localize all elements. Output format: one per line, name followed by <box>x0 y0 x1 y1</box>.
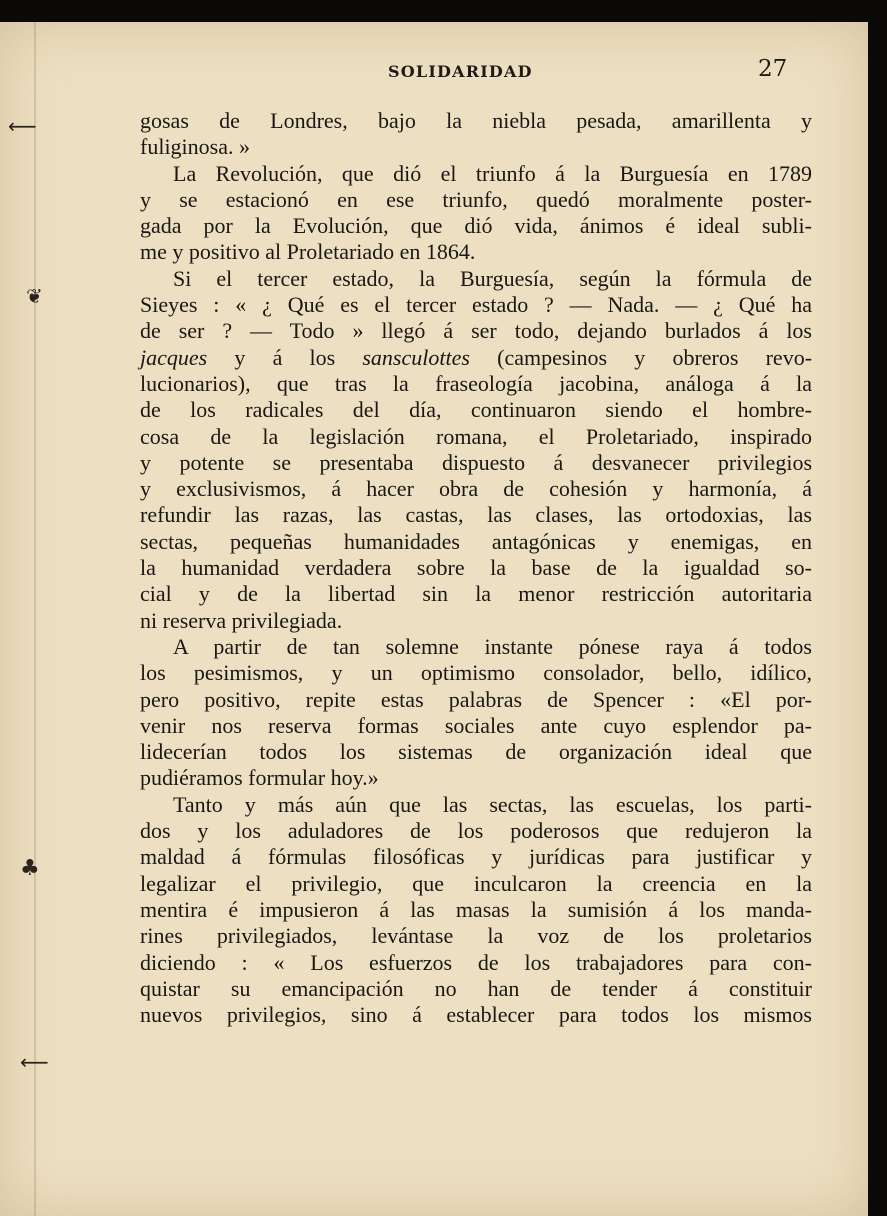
text-line: gada por la Evolución, que dió vida, ánimos é ideal subli- <box>140 213 812 239</box>
text-fragment: (campesinos y obreros revo- <box>497 344 813 370</box>
text-line: legalizar el privilegio, que inculcaron la creencia en la <box>140 870 812 896</box>
text-line: lidecerían todos los sistemas de organización ideal que <box>140 739 812 765</box>
text-line: sectas, pequeñas humanidades antagónicas y enemigas, en <box>140 528 812 554</box>
text-line: cial y de la libertad sin la menor restricción autoritaria <box>140 581 812 607</box>
text-line: La Revolución, que dió el triunfo á la Burguesía en 1789 <box>173 160 812 186</box>
text-line: lucionarios), que tras la fraseología jacobina, análoga á la <box>140 370 812 396</box>
italic-term-jacques: jacques <box>140 344 208 370</box>
text-line: mentira é impusieron á las masas la sumisión á los manda- <box>140 896 812 922</box>
text-fragment: y á los <box>234 344 336 370</box>
text-line: cosa de la legislación romana, el Proletariado, inspirado <box>140 423 812 449</box>
text-line: Sieyes : « ¿ Qué es el tercer estado ? — Nada. — ¿ Qué ha <box>140 292 812 318</box>
text-line: nuevos privilegios, sino á establecer para todos los mismos <box>140 1002 812 1028</box>
text-line: de los radicales del día, continuaron siendo el hombre- <box>140 397 812 423</box>
text-line: diciendo : « Los esfuerzos de los trabajadores para con- <box>140 949 812 975</box>
text-line: y se estacionó en ese triunfo, quedó moralmente poster- <box>140 186 812 212</box>
text-line: y exclusivismos, á hacer obra de cohesión y harmonía, á <box>140 476 812 502</box>
text-line: pudiéramos formular hoy.» <box>140 765 379 791</box>
running-head: SOLIDARIDAD <box>388 62 533 81</box>
text-line: gosas de Londres, bajo la niebla pesada, amarillenta y <box>140 108 812 133</box>
text-line: rines privilegiados, levántase la voz de los proletarios <box>140 923 812 949</box>
margin-flourish-icon: ❦ <box>26 284 43 308</box>
text-line: de ser ? — Todo » llegó á ser todo, dejando burlados á los <box>140 318 812 344</box>
page-gutter <box>34 22 36 1216</box>
italic-term-sansculottes: sansculottes <box>362 344 470 370</box>
text-line: y potente se presentaba dispuesto á desvanecer privilegios <box>140 449 812 475</box>
book-page <box>0 22 868 1216</box>
text-line: maldad á fórmulas filosóficas y jurídicas para justificar y <box>140 844 812 870</box>
text-line: fuliginosa. » <box>140 134 250 160</box>
margin-arrow-icon: ⟵ <box>20 1050 49 1074</box>
text-line-mixed <box>140 345 812 371</box>
margin-arrow-icon: ⟵ <box>8 114 37 138</box>
text-line: la humanidad verdadera sobre la base de la igualdad so- <box>140 555 812 581</box>
text-line: quistar su emancipación no han de tender á constituir <box>140 975 812 1001</box>
text-line: ni reserva privilegiada. <box>140 607 343 633</box>
text-line: los pesimismos, y un optimismo consolador, bello, idílico, <box>140 660 812 686</box>
text-line: Tanto y más aún que las sectas, las escuelas, los parti- <box>173 791 812 817</box>
page-number: 27 <box>758 56 788 82</box>
body-text <box>140 108 812 1028</box>
text-line: pero positivo, repite estas palabras de Spencer : «El por- <box>140 686 812 712</box>
text-line: Si el tercer estado, la Burguesía, según la fórmula de <box>173 265 812 291</box>
text-line: dos y los aduladores de los poderosos que redujeron la <box>140 818 812 844</box>
margin-ornament-icon: ♣ <box>20 856 40 881</box>
text-line: me y positivo al Proletariado en 1864. <box>140 239 476 265</box>
text-line: refundir las razas, las castas, las clases, las ortodoxias, las <box>140 502 812 528</box>
text-line: A partir de tan solemne instante pónese raya á todos <box>173 633 812 659</box>
text-line: venir nos reserva formas sociales ante cuyo esplendor pa- <box>140 712 812 738</box>
